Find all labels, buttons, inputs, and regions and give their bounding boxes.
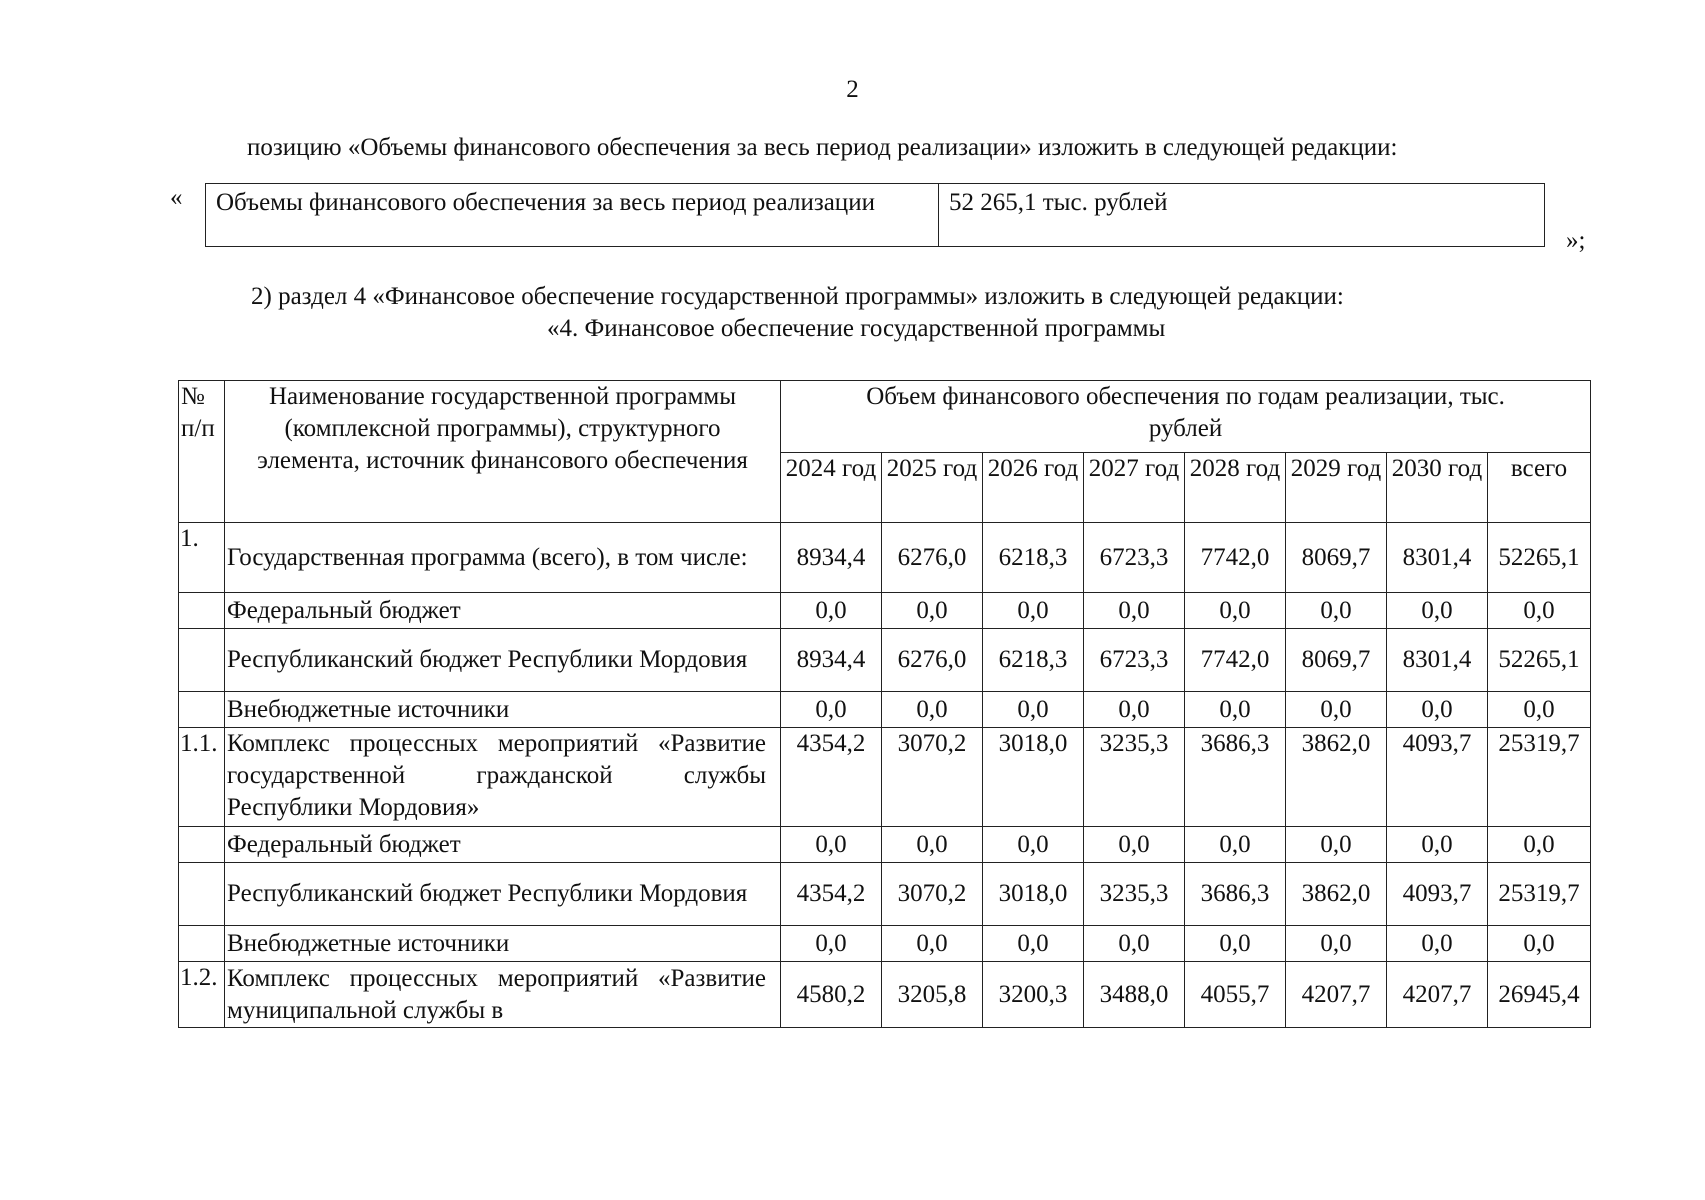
cell-value: 0,0 xyxy=(781,593,882,629)
cell-value: 25319,7 xyxy=(1488,863,1591,926)
header-number: № п/п xyxy=(179,381,225,523)
cell-value: 8069,7 xyxy=(1286,523,1387,593)
financing-volume-label: Объемы финансового обеспечения за весь период реализации xyxy=(206,184,939,246)
cell-value: 0,0 xyxy=(882,692,983,728)
section-title: «4. Финансовое обеспечение государственной программы xyxy=(547,315,1166,342)
cell-value: 6276,0 xyxy=(882,629,983,692)
cell-value: 0,0 xyxy=(1286,926,1387,962)
row-number: 1.1. xyxy=(179,728,225,827)
header-volume: Объем финансового обеспечения по годам реализации, тыс. рублей xyxy=(781,381,1591,453)
cell-value: 0,0 xyxy=(983,593,1084,629)
cell-value: 8301,4 xyxy=(1387,523,1488,593)
cell-value: 3018,0 xyxy=(983,728,1084,827)
intro-paragraph: позицию «Объемы финансового обеспечения за весь период реализации» изложить в следующей редакции: xyxy=(247,134,1398,161)
row-number xyxy=(179,926,225,962)
financing-volume-box xyxy=(205,183,1545,247)
row-name: Федеральный бюджет xyxy=(225,593,781,629)
cell-value: 3686,3 xyxy=(1185,863,1286,926)
cell-value: 0,0 xyxy=(1387,827,1488,863)
financing-table xyxy=(178,380,1591,1028)
page-number: 2 xyxy=(846,76,859,103)
cell-value: 4354,2 xyxy=(781,728,882,827)
cell-value: 0,0 xyxy=(983,692,1084,728)
table-body xyxy=(179,523,1591,1028)
header-year: 2026 год xyxy=(983,453,1084,523)
row-name: Республиканский бюджет Республики Мордовия xyxy=(225,629,781,692)
table-row xyxy=(179,692,1591,728)
cell-value: 3235,3 xyxy=(1084,728,1185,827)
cell-value: 3070,2 xyxy=(882,728,983,827)
row-name: Внебюджетные источники xyxy=(225,926,781,962)
cell-value: 0,0 xyxy=(1185,827,1286,863)
row-number: 1.2. xyxy=(179,962,225,1028)
header-year: 2024 год xyxy=(781,453,882,523)
row-name: Республиканский бюджет Республики Мордовия xyxy=(225,863,781,926)
financing-volume-value: 52 265,1 тыс. рублей xyxy=(949,189,1168,216)
cell-value: 3205,8 xyxy=(882,962,983,1028)
cell-value: 0,0 xyxy=(1084,593,1185,629)
cell-value: 0,0 xyxy=(882,593,983,629)
header-year: 2028 год xyxy=(1185,453,1286,523)
table-row xyxy=(179,728,1591,827)
cell-value: 0,0 xyxy=(1185,593,1286,629)
cell-value: 3200,3 xyxy=(983,962,1084,1028)
header-year: 2030 год xyxy=(1387,453,1488,523)
cell-value: 0,0 xyxy=(1387,692,1488,728)
row-number xyxy=(179,863,225,926)
cell-value: 3686,3 xyxy=(1185,728,1286,827)
cell-value: 0,0 xyxy=(983,926,1084,962)
cell-value: 0,0 xyxy=(1488,827,1591,863)
cell-value: 3235,3 xyxy=(1084,863,1185,926)
cell-value: 8301,4 xyxy=(1387,629,1488,692)
cell-value: 0,0 xyxy=(1084,827,1185,863)
opening-quote: « xyxy=(170,184,183,211)
table-row xyxy=(179,523,1591,593)
row-name: Государственная программа (всего), в том числе: xyxy=(225,523,781,593)
cell-value: 3862,0 xyxy=(1286,863,1387,926)
cell-value: 4580,2 xyxy=(781,962,882,1028)
cell-value: 4207,7 xyxy=(1286,962,1387,1028)
cell-value: 4055,7 xyxy=(1185,962,1286,1028)
cell-value: 4207,7 xyxy=(1387,962,1488,1028)
cell-value: 3862,0 xyxy=(1286,728,1387,827)
cell-value: 8934,4 xyxy=(781,629,882,692)
header-year: всего xyxy=(1488,453,1591,523)
row-name: Комплекс процессных мероприятий «Развитие государственной гражданской службы Республики Мордовия» xyxy=(225,728,781,827)
cell-value: 0,0 xyxy=(781,926,882,962)
cell-value: 3488,0 xyxy=(1084,962,1185,1028)
table-row xyxy=(179,593,1591,629)
cell-value: 52265,1 xyxy=(1488,523,1591,593)
cell-value: 8069,7 xyxy=(1286,629,1387,692)
cell-value: 0,0 xyxy=(1488,593,1591,629)
cell-value: 6218,3 xyxy=(983,629,1084,692)
cell-value: 0,0 xyxy=(882,926,983,962)
cell-value: 6276,0 xyxy=(882,523,983,593)
cell-value: 25319,7 xyxy=(1488,728,1591,827)
table-row xyxy=(179,962,1591,1028)
cell-value: 0,0 xyxy=(1387,926,1488,962)
row-number xyxy=(179,692,225,728)
cell-value: 3070,2 xyxy=(882,863,983,926)
cell-value: 6723,3 xyxy=(1084,523,1185,593)
cell-value: 0,0 xyxy=(781,692,882,728)
row-number xyxy=(179,629,225,692)
section-paragraph: 2) раздел 4 «Финансовое обеспечение государственной программы» изложить в следующей редакции: xyxy=(251,283,1344,310)
cell-value: 0,0 xyxy=(882,827,983,863)
closing-quote: »; xyxy=(1566,227,1586,254)
row-number xyxy=(179,593,225,629)
cell-value: 0,0 xyxy=(1185,926,1286,962)
cell-value: 4354,2 xyxy=(781,863,882,926)
header-name: Наименование государственной программы (комплексной программы), структурного элемента, источник финансового обеспечения xyxy=(225,381,781,523)
table-row xyxy=(179,863,1591,926)
row-name: Федеральный бюджет xyxy=(225,827,781,863)
table-row xyxy=(179,827,1591,863)
row-number: 1. xyxy=(179,523,225,593)
header-year: 2029 год xyxy=(1286,453,1387,523)
cell-value: 52265,1 xyxy=(1488,629,1591,692)
header-year: 2025 год xyxy=(882,453,983,523)
cell-value: 6218,3 xyxy=(983,523,1084,593)
cell-value: 4093,7 xyxy=(1387,728,1488,827)
row-name: Комплекс процессных мероприятий «Развитие муниципальной службы в xyxy=(225,962,781,1028)
cell-value: 26945,4 xyxy=(1488,962,1591,1028)
cell-value: 0,0 xyxy=(1084,692,1185,728)
table-row xyxy=(179,926,1591,962)
cell-value: 0,0 xyxy=(1286,692,1387,728)
cell-value: 4093,7 xyxy=(1387,863,1488,926)
cell-value: 0,0 xyxy=(781,827,882,863)
cell-value: 0,0 xyxy=(1387,593,1488,629)
cell-value: 0,0 xyxy=(1084,926,1185,962)
cell-value: 3018,0 xyxy=(983,863,1084,926)
cell-value: 0,0 xyxy=(1185,692,1286,728)
cell-value: 0,0 xyxy=(1488,926,1591,962)
cell-value: 0,0 xyxy=(983,827,1084,863)
cell-value: 8934,4 xyxy=(781,523,882,593)
cell-value: 0,0 xyxy=(1286,593,1387,629)
row-number xyxy=(179,827,225,863)
cell-value: 6723,3 xyxy=(1084,629,1185,692)
cell-value: 0,0 xyxy=(1286,827,1387,863)
cell-value: 7742,0 xyxy=(1185,523,1286,593)
cell-value: 0,0 xyxy=(1488,692,1591,728)
cell-value: 7742,0 xyxy=(1185,629,1286,692)
table-row xyxy=(179,629,1591,692)
header-year: 2027 год xyxy=(1084,453,1185,523)
row-name: Внебюджетные источники xyxy=(225,692,781,728)
